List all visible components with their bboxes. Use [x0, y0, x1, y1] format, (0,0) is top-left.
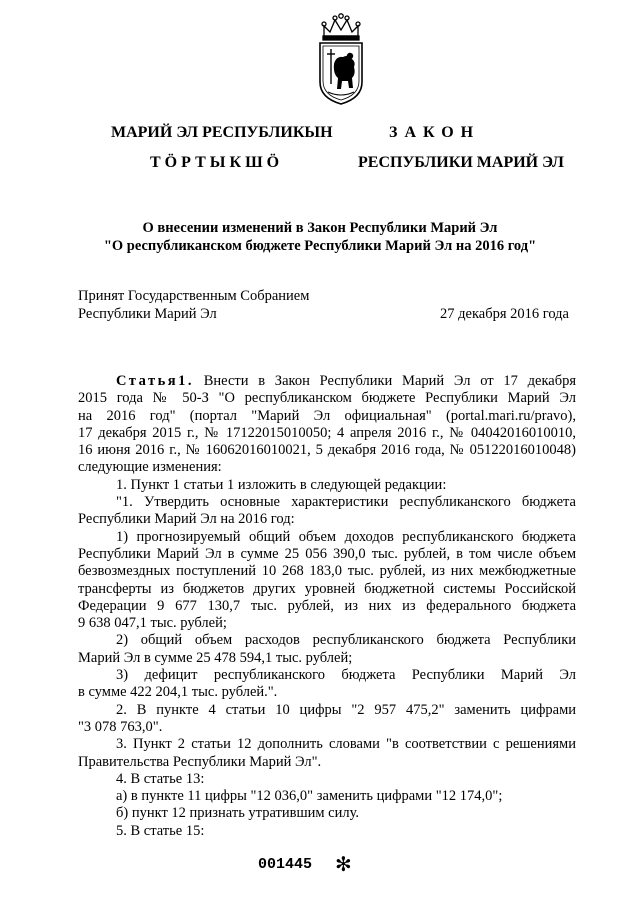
item3-line1: 3. Пункт 2 статьи 12 дополнить словами "в соответствии с решениями	[116, 736, 576, 753]
header-left-line2: ТӦРТЫКШӦ	[150, 154, 284, 171]
item1-quote-line2: Республики Марий Эл на 2016 год:	[78, 511, 295, 528]
adoption-date: 27 декабря 2016 года	[440, 306, 569, 322]
article1-line3: на 2016 год" (портал "Марий Эл официальная" (portal.mari.ru/pravo),	[78, 407, 576, 424]
header-right-line1: ЗАКОН	[389, 124, 481, 141]
item3-line2: Правительства Республики Марий Эл".	[78, 753, 322, 770]
article1-line1: Статья1. Внести в Закон Республики Марий Эл от 17 декабря	[116, 373, 576, 389]
header-right-line2: РЕСПУБЛИКИ МАРИЙ ЭЛ	[358, 154, 564, 171]
coat-of-arms-icon	[316, 12, 366, 106]
sub3-line2: в сумме 422 204,1 тыс. рублей.".	[78, 684, 278, 701]
adoption-line1: Принят Государственным Собранием	[78, 288, 310, 304]
item1-intro: 1. Пункт 1 статьи 1 изложить в следующей редакции:	[116, 476, 447, 493]
item5-heading: 5. В статье 15:	[116, 822, 205, 839]
item4-sub-a: а) в пункте 11 цифры "12 036,0" заменить цифрами "12 174,0";	[116, 788, 503, 805]
item4-sub-b: б) пункт 12 признать утратившим силу.	[116, 805, 360, 822]
article1-line5: 16 июня 2016 г., № 16062016010021, 5 декабря 2016 года, № 05122016010048)	[78, 442, 576, 459]
item2-line2: "3 078 763,0".	[78, 718, 163, 735]
sub3-line1: 3) дефицит республиканского бюджета Республики Марий Эл	[116, 667, 576, 684]
law-title-line1: О внесении изменений в Закон Республики Марий Эл	[142, 220, 498, 236]
article1-line6: следующие изменения:	[78, 459, 222, 476]
article-body	[78, 373, 576, 840]
sub1-line6: 9 638 047,1 тыс. рублей;	[78, 615, 227, 632]
sub1-line2: Республики Марий Эл в сумме 25 056 390,0 тыс. рублей, в том числе объем	[78, 545, 576, 562]
sub1-line4: трансферты из бюджетов других уровней бюджетной системы Российской	[78, 580, 576, 597]
header-left-line1: МАРИЙ ЭЛ РЕСПУБЛИКЫН	[111, 124, 333, 141]
sub1-line3: безвозмездных поступлений 10 268 183,0 тыс. рублей, из них межбюджетные	[78, 563, 576, 580]
item1-quote-line1: "1. Утвердить основные характеристики республиканского бюджета	[116, 494, 576, 511]
sub2-line2: Марий Эл в сумме 25 478 594,1 тыс. рублей;	[78, 649, 353, 666]
item4-heading: 4. В статье 13:	[116, 770, 205, 787]
sub2-line1: 2) общий объем расходов республиканского бюджета Республики	[116, 632, 576, 649]
sub1-line5: Федерации 9 677 130,7 тыс. рублей, из них из федерального бюджета	[78, 597, 576, 614]
article1-label: Статья1.	[116, 373, 194, 389]
article1-line2: 2015 года № 50-З "О республиканском бюджете Республики Марий Эл	[78, 390, 576, 407]
item2-line1: 2. В пункте 4 статьи 10 цифры "2 957 475,2" заменить цифрами	[116, 701, 576, 718]
law-title-line2: "О республиканском бюджете Республики Марий Эл на 2016 год"	[103, 238, 537, 254]
article1-line4: 17 декабря 2015 г., № 17122015010050; 4 апреля 2016 г., № 04042016010010,	[78, 424, 576, 441]
document-serial-number: 001445	[258, 856, 313, 873]
asterisk-mark-icon: ✻	[335, 852, 352, 876]
sub1-line1: 1) прогнозируемый общий объем доходов республиканского бюджета	[116, 528, 576, 545]
adoption-line2: Республики Марий Эл	[78, 306, 217, 322]
